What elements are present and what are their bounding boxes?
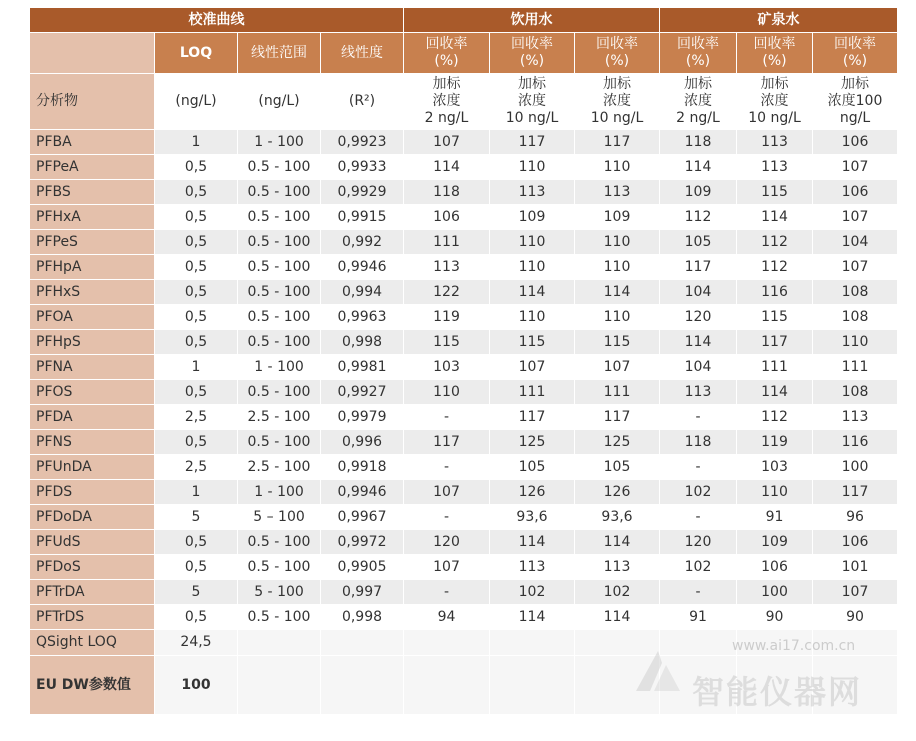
analyte-name: PFDS	[30, 480, 155, 505]
unit-cell: 加标 浓度 2 ng/L	[404, 74, 490, 130]
table-cell: 106	[813, 530, 898, 555]
table-cell: 114	[575, 280, 660, 305]
table-cell: 115	[404, 330, 490, 355]
table-cell: 105	[575, 455, 660, 480]
table-cell: 0,9918	[321, 455, 404, 480]
table-cell: 0,5	[155, 230, 238, 255]
table-cell: 102	[575, 580, 660, 605]
empty-cell	[404, 656, 490, 715]
table-cell: 103	[404, 355, 490, 380]
table-cell: 93,6	[490, 505, 575, 530]
col-header-recovery: 回收率 (%)	[660, 33, 737, 74]
analyte-name: PFOS	[30, 380, 155, 405]
table-cell: 107	[813, 255, 898, 280]
table-cell: 0,5	[155, 555, 238, 580]
table-cell: 0,5	[155, 280, 238, 305]
analyte-name: PFBS	[30, 180, 155, 205]
table-row	[30, 430, 898, 455]
qsight-loq-row	[30, 630, 898, 656]
analyte-name: PFPeA	[30, 155, 155, 180]
table-cell: 120	[660, 530, 737, 555]
table-cell: 0.5 - 100	[238, 155, 321, 180]
table-cell: 0.5 - 100	[238, 555, 321, 580]
table-cell: 117	[490, 130, 575, 155]
table-cell: 0.5 - 100	[238, 230, 321, 255]
analyte-name: PFDA	[30, 405, 155, 430]
table-cell: 110	[490, 255, 575, 280]
table-cell: 112	[737, 405, 813, 430]
table-cell: 112	[737, 255, 813, 280]
table-cell: 0,5	[155, 330, 238, 355]
empty-cell	[737, 656, 813, 715]
table-cell: -	[404, 580, 490, 605]
table-row	[30, 555, 898, 580]
table-cell: 0.5 - 100	[238, 530, 321, 555]
table-row	[30, 180, 898, 205]
table-cell: 113	[490, 180, 575, 205]
table-cell: 113	[490, 555, 575, 580]
table-cell: 94	[404, 605, 490, 630]
table-cell: 110	[490, 155, 575, 180]
table-cell: 114	[404, 155, 490, 180]
table-cell: 115	[575, 330, 660, 355]
table-cell: 117	[660, 255, 737, 280]
table-cell: 113	[575, 555, 660, 580]
table-cell: 110	[813, 330, 898, 355]
table-cell: 107	[404, 555, 490, 580]
table-cell: 0,998	[321, 605, 404, 630]
table-cell: 108	[813, 305, 898, 330]
col-header-recovery: 回收率 (%)	[404, 33, 490, 74]
table-row	[30, 330, 898, 355]
table-cell: 1	[155, 355, 238, 380]
empty-cell	[737, 630, 813, 656]
table-cell: 107	[404, 130, 490, 155]
table-cell: 114	[575, 605, 660, 630]
table-cell: 1	[155, 130, 238, 155]
table-cell: 103	[737, 455, 813, 480]
watermark-name: 智能仪器网	[692, 673, 863, 711]
analyte-name: PFHpS	[30, 330, 155, 355]
table-cell: 106	[813, 180, 898, 205]
table-cell: 0,9981	[321, 355, 404, 380]
table-cell: 96	[813, 505, 898, 530]
table-cell: 0.5 - 100	[238, 380, 321, 405]
table-cell: 101	[813, 555, 898, 580]
table-cell: 0,5	[155, 380, 238, 405]
empty-cell	[490, 630, 575, 656]
table-row	[30, 355, 898, 380]
table-cell: 0,5	[155, 430, 238, 455]
table-cell: 0,5	[155, 530, 238, 555]
table-cell: 110	[575, 230, 660, 255]
table-cell: 116	[737, 280, 813, 305]
table-cell: 0.5 - 100	[238, 280, 321, 305]
analyte-name: PFUnDA	[30, 455, 155, 480]
table-cell: 100	[737, 580, 813, 605]
table-cell: 115	[737, 305, 813, 330]
table-cell: 0,9963	[321, 305, 404, 330]
table-cell: 0,9933	[321, 155, 404, 180]
table-cell: 93,6	[575, 505, 660, 530]
table-cell: 111	[404, 230, 490, 255]
table-cell: 0.5 - 100	[238, 330, 321, 355]
table-row	[30, 605, 898, 630]
table-row	[30, 455, 898, 480]
table-cell: 0.5 - 100	[238, 180, 321, 205]
empty-cell	[321, 656, 404, 715]
analyte-name: PFOA	[30, 305, 155, 330]
analyte-name: PFBA	[30, 130, 155, 155]
qsight-loq-value: 24,5	[155, 630, 238, 656]
table-cell: 114	[490, 605, 575, 630]
table-cell: 119	[404, 305, 490, 330]
analyte-name: PFDoS	[30, 555, 155, 580]
group-calibration-curve: 校准曲线	[30, 8, 404, 33]
table-cell: 112	[737, 230, 813, 255]
table-cell: 114	[737, 205, 813, 230]
analyte-name: PFHxA	[30, 205, 155, 230]
table-row	[30, 380, 898, 405]
table-cell: -	[404, 505, 490, 530]
table-cell: 105	[660, 230, 737, 255]
table-cell: 109	[575, 205, 660, 230]
table-row	[30, 580, 898, 605]
table-cell: 113	[660, 380, 737, 405]
table-cell: 117	[813, 480, 898, 505]
table-cell: 1	[155, 480, 238, 505]
watermark-url: www.ai17.com.cn	[732, 638, 856, 654]
table-cell: 114	[575, 530, 660, 555]
analyte-name: PFDoDA	[30, 505, 155, 530]
table-cell: 0.5 - 100	[238, 430, 321, 455]
unit-cell: (ng/L)	[238, 74, 321, 130]
table-cell: 126	[575, 480, 660, 505]
table-cell: 91	[737, 505, 813, 530]
table-cell: 0,994	[321, 280, 404, 305]
table-cell: 110	[490, 305, 575, 330]
table-cell: 110	[737, 480, 813, 505]
table-cell: 106	[813, 130, 898, 155]
table-cell: 113	[737, 155, 813, 180]
table-cell: -	[660, 580, 737, 605]
qsight-loq-label: QSight LOQ	[30, 630, 155, 656]
empty-cell	[238, 656, 321, 715]
table-row	[30, 280, 898, 305]
table-cell: 107	[490, 355, 575, 380]
table-cell: 0.5 - 100	[238, 605, 321, 630]
analyte-name: PFTrDA	[30, 580, 155, 605]
table-row	[30, 255, 898, 280]
group-drinking-water: 饮用水	[404, 8, 660, 33]
results-table	[29, 7, 898, 715]
col-header-recovery: 回收率 (%)	[813, 33, 898, 74]
table-cell: 120	[660, 305, 737, 330]
table-cell: 114	[737, 380, 813, 405]
table-cell: 116	[813, 430, 898, 455]
table-cell: 0,5	[155, 305, 238, 330]
column-header-row	[30, 33, 898, 74]
table-cell: 0,5	[155, 605, 238, 630]
table-cell: 102	[660, 480, 737, 505]
table-cell: 118	[660, 130, 737, 155]
unit-cell: 加标 浓度 10 ng/L	[490, 74, 575, 130]
table-cell: 90	[813, 605, 898, 630]
table-cell: 0,9967	[321, 505, 404, 530]
table-row	[30, 205, 898, 230]
table-cell: 114	[490, 280, 575, 305]
analyte-name: PFPeS	[30, 230, 155, 255]
table-cell: 0.5 - 100	[238, 255, 321, 280]
empty-cell	[575, 656, 660, 715]
col-header-recovery: 回收率 (%)	[737, 33, 813, 74]
table-cell: 2.5 - 100	[238, 405, 321, 430]
table-cell: 107	[575, 355, 660, 380]
table-cell: 0,9915	[321, 205, 404, 230]
table-cell: 5	[155, 505, 238, 530]
table-cell: 109	[737, 530, 813, 555]
table-cell: -	[660, 405, 737, 430]
table-cell: 119	[737, 430, 813, 455]
analyte-name: PFHxS	[30, 280, 155, 305]
col-header-linear-range: 线性范围	[238, 33, 321, 74]
table-row	[30, 130, 898, 155]
col-header-loq: LOQ	[155, 33, 238, 74]
table-cell: 125	[575, 430, 660, 455]
table-cell: 115	[490, 330, 575, 355]
empty-cell	[490, 656, 575, 715]
table-cell: 2,5	[155, 455, 238, 480]
table-cell: 5 – 100	[238, 505, 321, 530]
table-cell: 1 - 100	[238, 480, 321, 505]
unit-cell: 加标 浓度100 ng/L	[813, 74, 898, 130]
table-cell: 91	[660, 605, 737, 630]
table-cell: -	[660, 505, 737, 530]
table-cell: 0,5	[155, 205, 238, 230]
table-cell: 0.5 - 100	[238, 305, 321, 330]
table-cell: 102	[660, 555, 737, 580]
table-cell: 0,998	[321, 330, 404, 355]
table-cell: 110	[404, 380, 490, 405]
table-cell: 112	[660, 205, 737, 230]
group-header-row	[30, 8, 898, 33]
empty-cell	[813, 630, 898, 656]
table-cell: 107	[813, 580, 898, 605]
table-cell: 117	[404, 430, 490, 455]
table-cell: 117	[737, 330, 813, 355]
analyte-name: PFTrDS	[30, 605, 155, 630]
empty-cell	[813, 656, 898, 715]
table-cell: 0,997	[321, 580, 404, 605]
table-cell: 1 - 100	[238, 130, 321, 155]
table-cell: 0,9946	[321, 480, 404, 505]
stub-header-blank	[30, 33, 155, 74]
table-cell: 126	[490, 480, 575, 505]
table-cell: 2.5 - 100	[238, 455, 321, 480]
table-cell: 1 - 100	[238, 355, 321, 380]
table-cell: 117	[575, 405, 660, 430]
table-cell: 111	[575, 380, 660, 405]
table-cell: 107	[813, 205, 898, 230]
table-row	[30, 155, 898, 180]
eu-dw-value: 100	[155, 656, 238, 715]
table-cell: 110	[575, 155, 660, 180]
table-cell: 0,9979	[321, 405, 404, 430]
empty-cell	[321, 630, 404, 656]
table-cell: 0,9923	[321, 130, 404, 155]
table-cell: 104	[660, 355, 737, 380]
analyte-name: PFNA	[30, 355, 155, 380]
unit-row	[30, 74, 898, 130]
unit-cell: 加标 浓度 10 ng/L	[575, 74, 660, 130]
group-mineral-water: 矿泉水	[660, 8, 898, 33]
table-cell: 111	[813, 355, 898, 380]
table-cell: 110	[575, 255, 660, 280]
table-cell: 115	[737, 180, 813, 205]
unit-cell: (ng/L)	[155, 74, 238, 130]
table-cell: 120	[404, 530, 490, 555]
table-cell: 0.5 - 100	[238, 205, 321, 230]
table-cell: 110	[575, 305, 660, 330]
analyte-name: PFHpA	[30, 255, 155, 280]
table-cell: 0,992	[321, 230, 404, 255]
unit-cell: 加标 浓度 10 ng/L	[737, 74, 813, 130]
table-cell: 118	[404, 180, 490, 205]
table-cell: 105	[490, 455, 575, 480]
table-row	[30, 405, 898, 430]
empty-cell	[660, 656, 737, 715]
table-cell: 106	[737, 555, 813, 580]
table-cell: 0,996	[321, 430, 404, 455]
table-cell: 107	[813, 155, 898, 180]
table-cell: 5 - 100	[238, 580, 321, 605]
table-cell: -	[404, 455, 490, 480]
table-cell: 114	[660, 155, 737, 180]
table-cell: 0,9929	[321, 180, 404, 205]
table-row	[30, 480, 898, 505]
table-cell: 104	[813, 230, 898, 255]
table-cell: 117	[490, 405, 575, 430]
table-row	[30, 505, 898, 530]
table-cell: 0,5	[155, 255, 238, 280]
analyte-header: 分析物	[30, 74, 155, 130]
table-cell: 0,9905	[321, 555, 404, 580]
analyte-name: PFUdS	[30, 530, 155, 555]
table-cell: -	[404, 405, 490, 430]
table-cell: 0,5	[155, 155, 238, 180]
table-cell: 118	[660, 430, 737, 455]
empty-cell	[660, 630, 737, 656]
col-header-recovery: 回收率 (%)	[575, 33, 660, 74]
table-cell: 107	[404, 480, 490, 505]
table-cell: 2,5	[155, 405, 238, 430]
table-cell: 109	[490, 205, 575, 230]
table-cell: 0,9972	[321, 530, 404, 555]
table-cell: 125	[490, 430, 575, 455]
table-cell: 111	[737, 355, 813, 380]
empty-cell	[238, 630, 321, 656]
table-cell: 100	[813, 455, 898, 480]
table-cell: 108	[813, 380, 898, 405]
table-cell: 90	[737, 605, 813, 630]
table-cell: 102	[490, 580, 575, 605]
table-cell: 122	[404, 280, 490, 305]
analyte-name: PFNS	[30, 430, 155, 455]
eu-dw-label: EU DW参数值	[30, 656, 155, 715]
table-cell: 114	[660, 330, 737, 355]
table-cell: 111	[490, 380, 575, 405]
table-cell: 109	[660, 180, 737, 205]
unit-cell: 加标 浓度 2 ng/L	[660, 74, 737, 130]
table-cell: 0,9946	[321, 255, 404, 280]
table-cell: 108	[813, 280, 898, 305]
table-cell: 110	[490, 230, 575, 255]
table-cell: -	[660, 455, 737, 480]
table-cell: 0,9927	[321, 380, 404, 405]
table-cell: 0,5	[155, 180, 238, 205]
empty-cell	[575, 630, 660, 656]
empty-cell	[404, 630, 490, 656]
table-cell: 113	[813, 405, 898, 430]
col-header-linearity: 线性度	[321, 33, 404, 74]
table-cell: 113	[404, 255, 490, 280]
table-cell: 5	[155, 580, 238, 605]
unit-cell: (R²)	[321, 74, 404, 130]
eu-dw-row	[30, 656, 898, 715]
table-row	[30, 305, 898, 330]
col-header-recovery: 回收率 (%)	[490, 33, 575, 74]
table-cell: 114	[490, 530, 575, 555]
table-cell: 113	[737, 130, 813, 155]
table-cell: 106	[404, 205, 490, 230]
table-row	[30, 230, 898, 255]
table-cell: 104	[660, 280, 737, 305]
table-cell: 117	[575, 130, 660, 155]
table-cell: 113	[575, 180, 660, 205]
table-row	[30, 530, 898, 555]
